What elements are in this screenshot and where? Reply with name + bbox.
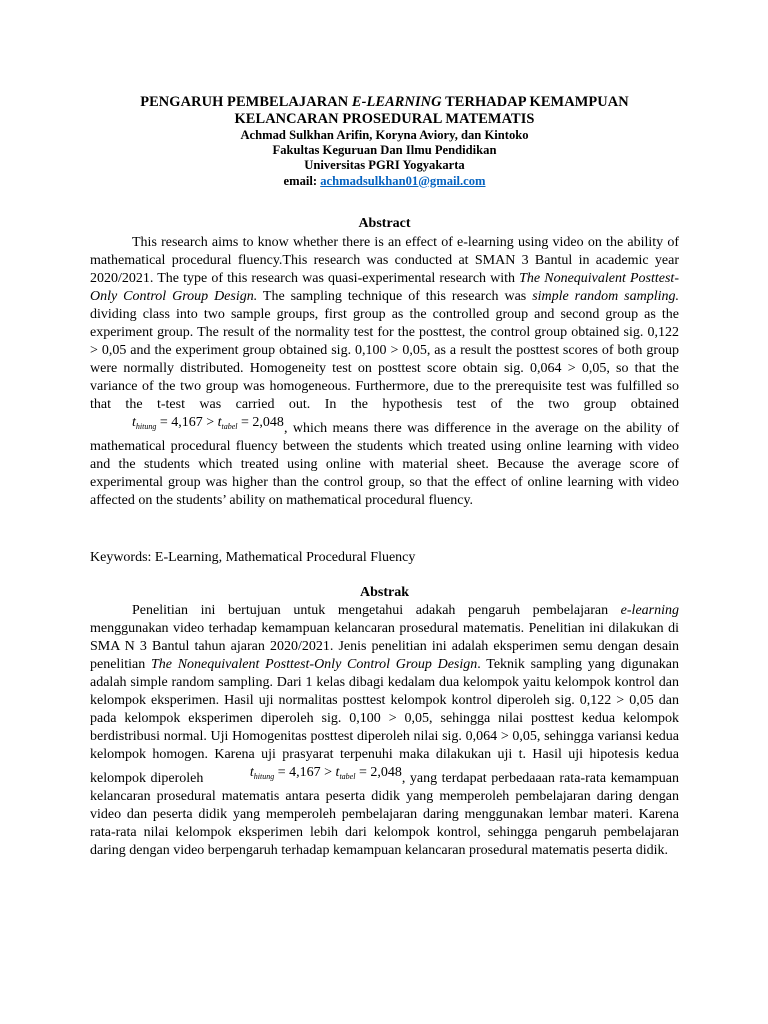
- title-prefix: PENGARUH PEMBELAJARAN: [140, 94, 352, 110]
- abstract-design-italic: The Nonequivalent Posttest-Only Control Group Design.: [90, 271, 679, 304]
- math2-eq-tabel: = 2,048: [355, 765, 402, 780]
- abstract-text-2: The sampling technique of this research was: [257, 289, 533, 304]
- math2-t-tabel: t: [335, 765, 340, 780]
- math-t-tabel: t: [217, 415, 222, 430]
- paper-email-line: [90, 174, 679, 189]
- abstract-math-formula: [90, 414, 284, 436]
- math-t-hitung: t: [132, 415, 136, 430]
- keywords-line: Keywords: E-Learning, Mathematical Procedural Fluency: [90, 550, 416, 565]
- abstrak-text-4: , yang terdapat perbedaaan rata-rata kemampuan kelancaran prosedural matematis antara peserta didik yang memperoleh pembelajaran daring dengan video dan peserta didik yang memperoleh pembelajaran daring menggunakan lembar materi. Karena rata-rata nilai kelompok eksperimen lebih dari kelompok kontrol, sehingga pengaruh pembelajaran daring dengan video berpengaruh terhadap kemampuan kelancaran prosedural matematis peserta didik.: [90, 771, 679, 858]
- paper-authors: Achmad Sulkhan Arifin, Koryna Aviory, dan Kintoko: [240, 128, 529, 142]
- abstrak-math-formula: [208, 764, 402, 786]
- paper-title: [90, 94, 679, 111]
- abstract-text-4: , which means there was difference in the average on the ability of mathematical procedural fluency between the students which treated using online learning with video and the students which treated using online with material sheet. Because the average score of experimental group was higher than the control group, so that the effect of online learning with video affected on the students’ ability on mathematical procedural fluency.: [90, 421, 679, 508]
- math2-eq-hitung: = 4,167 >: [274, 765, 336, 780]
- email-label: email:: [283, 173, 321, 188]
- abstrak-heading: Abstrak: [359, 585, 409, 600]
- email-link[interactable]: achmadsulkhan01@gmail.com: [320, 173, 486, 188]
- abstrak-paragraph: [90, 602, 679, 860]
- math2-sub-tabel: tabel: [339, 772, 356, 781]
- abstrak-elearning-italic: e-learning: [620, 603, 679, 618]
- abstrak-text-1: Penelitian ini bertujuan untuk mengetahui adakah pengaruh pembelajaran: [132, 603, 621, 618]
- title-italic: E-LEARNING: [351, 94, 442, 110]
- abstrak-text-2: menggunakan video terhadap kemampuan kelancaran prosedural matematis. Penelitian ini dilakukan di SMA N 3 Bantul tahun ajaran 2020/2021. Jenis penelitian ini adalah eksperimen semu dengan desain penelitian: [90, 621, 679, 672]
- paper-faculty: Fakultas Keguruan Dan Ilmu Pendidikan: [272, 143, 497, 158]
- abstract-heading: Abstract: [358, 216, 411, 231]
- math-sub-hitung: hitung: [135, 422, 157, 431]
- math-sub-tabel: tabel: [221, 422, 238, 431]
- abstract-paragraph: [90, 234, 679, 510]
- math-eq-hitung: = 4,167 >: [156, 415, 218, 430]
- paper-title-line2: KELANCARAN PROSEDURAL MATEMATIS: [234, 111, 535, 127]
- abstrak-design-italic: The Nonequivalent Posttest-Only Control Group Design: [150, 657, 478, 672]
- abstract-sampling-italic: simple random sampling.: [532, 289, 679, 304]
- math2-sub-hitung: hitung: [253, 772, 275, 781]
- abstract-text-1: This research aims to know whether there is an effect of e-learning using video on the ability of mathematical procedural fluency.This research was conducted at SMAN 3 Bantul in academic year 2020/2021. The type of this research was quasi-experimental research with: [90, 235, 679, 286]
- math-eq-tabel: = 2,048: [237, 415, 284, 430]
- paper-header: [90, 94, 679, 189]
- abstract-text-3: dividing class into two sample groups, first group as the controlled group and second group as the experiment group. The result of the normality test for the posttest, the control group obtained sig. 0,122 > 0,05 and the experiment group obtained sig. 0,100 > 0,05, as a result the posttest scores of both group were normally distributed. Homogeneity test on posttest score obtain sig. 0,064 > 0,05, so that the variance of the two group was homogeneous. Furthermore, due to the prerequisite test was fulfilled so that the t-test was carried out. In the hypothesis test of the two group obtained: [90, 307, 679, 412]
- abstrak-text-3: . Teknik sampling yang digunakan adalah simple random sampling. Dari 1 kelas dibagi kedalam dua kelompok yaitu kelompok kontrol dan kelompok eksperimen. Hasil uji normalitas posttest kelompok kontrol diperoleh sig. 0,122 > 0,05 dan pada kelompok eksperimen diperoleh sig. 0,100 > 0,05, sehingga nilai posttest kedua kelompok berdistribusi normal. Uji Homogenitas posttest diperoleh nilai sig. 0,064 > 0,05, sehingga variansi kedua kelompok homogen. Karena uji prasyarat terpenuhi maka dilakukan uji t. Hasil uji hipotesis kedua kelompok diperoleh: [90, 657, 680, 786]
- paper-university: Universitas PGRI Yogyakarta: [304, 158, 465, 173]
- title-suffix: TERHADAP KEMAMPUAN: [441, 94, 629, 110]
- math2-t-hitung: t: [249, 765, 254, 780]
